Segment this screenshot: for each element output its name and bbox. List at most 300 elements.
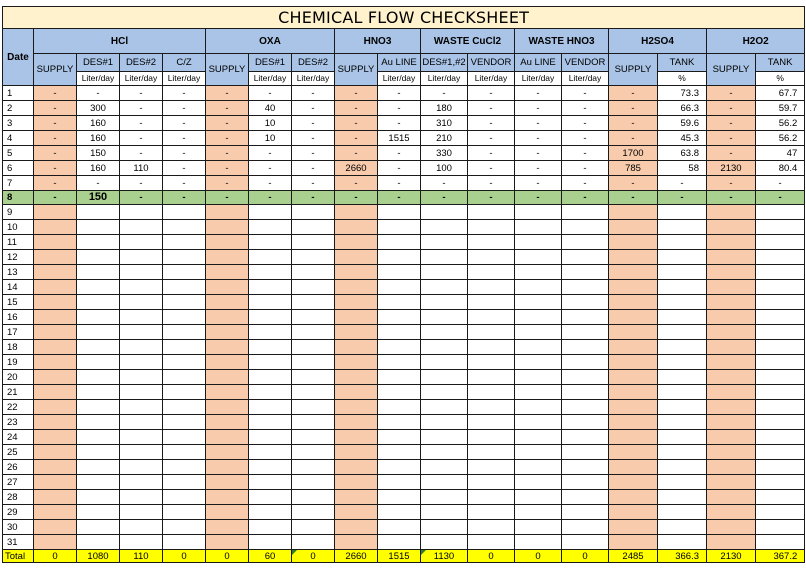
empty-cell[interactable] bbox=[249, 415, 292, 430]
empty-cell[interactable] bbox=[609, 400, 658, 415]
empty-cell[interactable] bbox=[34, 250, 77, 265]
empty-cell[interactable] bbox=[515, 385, 562, 400]
empty-cell[interactable] bbox=[707, 220, 756, 235]
empty-cell[interactable] bbox=[292, 430, 335, 445]
value-cell[interactable]: - bbox=[292, 161, 335, 176]
empty-cell[interactable] bbox=[515, 355, 562, 370]
date-cell[interactable]: 17 bbox=[3, 325, 34, 340]
empty-cell[interactable] bbox=[609, 535, 658, 550]
date-cell[interactable]: 3 bbox=[3, 116, 34, 131]
empty-cell[interactable] bbox=[378, 475, 421, 490]
empty-cell[interactable] bbox=[421, 250, 468, 265]
empty-cell[interactable] bbox=[658, 535, 707, 550]
empty-cell[interactable] bbox=[421, 235, 468, 250]
empty-cell[interactable] bbox=[292, 295, 335, 310]
empty-cell[interactable] bbox=[34, 445, 77, 460]
empty-cell[interactable] bbox=[515, 280, 562, 295]
empty-cell[interactable] bbox=[77, 310, 120, 325]
value-cell[interactable]: 300 bbox=[77, 101, 120, 116]
value-cell[interactable]: - bbox=[120, 146, 163, 161]
empty-cell[interactable] bbox=[163, 340, 206, 355]
empty-cell[interactable] bbox=[206, 520, 249, 535]
value-cell[interactable]: - bbox=[335, 101, 378, 116]
empty-cell[interactable] bbox=[292, 505, 335, 520]
empty-cell[interactable] bbox=[292, 415, 335, 430]
empty-cell[interactable] bbox=[120, 235, 163, 250]
empty-cell[interactable] bbox=[468, 235, 515, 250]
empty-cell[interactable] bbox=[468, 400, 515, 415]
value-cell[interactable]: 150 bbox=[77, 146, 120, 161]
empty-cell[interactable] bbox=[34, 340, 77, 355]
empty-cell[interactable] bbox=[120, 370, 163, 385]
empty-cell[interactable] bbox=[707, 325, 756, 340]
value-cell[interactable]: - bbox=[163, 131, 206, 146]
empty-cell[interactable] bbox=[335, 295, 378, 310]
value-cell[interactable]: 58 bbox=[658, 161, 707, 176]
value-cell[interactable]: - bbox=[378, 146, 421, 161]
empty-cell[interactable] bbox=[658, 400, 707, 415]
empty-cell[interactable] bbox=[249, 340, 292, 355]
empty-cell[interactable] bbox=[77, 355, 120, 370]
empty-cell[interactable] bbox=[658, 235, 707, 250]
empty-cell[interactable] bbox=[468, 385, 515, 400]
empty-cell[interactable] bbox=[335, 400, 378, 415]
date-cell[interactable]: 2 bbox=[3, 101, 34, 116]
empty-cell[interactable] bbox=[658, 280, 707, 295]
empty-cell[interactable] bbox=[249, 205, 292, 220]
empty-cell[interactable] bbox=[34, 205, 77, 220]
empty-cell[interactable] bbox=[562, 415, 609, 430]
value-cell[interactable]: 210 bbox=[421, 131, 468, 146]
empty-cell[interactable] bbox=[515, 475, 562, 490]
empty-cell[interactable] bbox=[658, 430, 707, 445]
date-cell[interactable]: 6 bbox=[3, 161, 34, 176]
value-cell[interactable]: - bbox=[206, 161, 249, 176]
empty-cell[interactable] bbox=[515, 370, 562, 385]
empty-cell[interactable] bbox=[562, 535, 609, 550]
empty-cell[interactable] bbox=[562, 205, 609, 220]
empty-cell[interactable] bbox=[163, 280, 206, 295]
empty-cell[interactable] bbox=[77, 325, 120, 340]
empty-cell[interactable] bbox=[249, 355, 292, 370]
value-cell[interactable]: - bbox=[206, 101, 249, 116]
value-cell[interactable]: - bbox=[292, 116, 335, 131]
value-cell[interactable]: - bbox=[249, 191, 292, 205]
empty-cell[interactable] bbox=[163, 385, 206, 400]
empty-cell[interactable] bbox=[756, 520, 805, 535]
value-cell[interactable]: 785 bbox=[609, 161, 658, 176]
empty-cell[interactable] bbox=[120, 520, 163, 535]
value-cell[interactable]: - bbox=[163, 116, 206, 131]
empty-cell[interactable] bbox=[421, 280, 468, 295]
empty-cell[interactable] bbox=[249, 370, 292, 385]
date-cell[interactable]: 15 bbox=[3, 295, 34, 310]
empty-cell[interactable] bbox=[756, 475, 805, 490]
value-cell[interactable]: 59.6 bbox=[658, 116, 707, 131]
value-cell[interactable]: - bbox=[292, 176, 335, 191]
value-cell[interactable]: - bbox=[658, 191, 707, 205]
value-cell[interactable]: - bbox=[421, 191, 468, 205]
empty-cell[interactable] bbox=[562, 235, 609, 250]
empty-cell[interactable] bbox=[658, 340, 707, 355]
empty-cell[interactable] bbox=[335, 445, 378, 460]
value-cell[interactable]: - bbox=[34, 116, 77, 131]
value-cell[interactable]: - bbox=[562, 146, 609, 161]
empty-cell[interactable] bbox=[206, 340, 249, 355]
value-cell[interactable]: - bbox=[206, 191, 249, 205]
empty-cell[interactable] bbox=[378, 385, 421, 400]
value-cell[interactable]: - bbox=[249, 161, 292, 176]
empty-cell[interactable] bbox=[562, 280, 609, 295]
empty-cell[interactable] bbox=[756, 355, 805, 370]
empty-cell[interactable] bbox=[77, 520, 120, 535]
empty-cell[interactable] bbox=[292, 220, 335, 235]
empty-cell[interactable] bbox=[421, 505, 468, 520]
empty-cell[interactable] bbox=[249, 400, 292, 415]
empty-cell[interactable] bbox=[34, 400, 77, 415]
date-cell[interactable]: 23 bbox=[3, 415, 34, 430]
date-cell[interactable]: 16 bbox=[3, 310, 34, 325]
value-cell[interactable]: - bbox=[163, 101, 206, 116]
value-cell[interactable]: - bbox=[378, 116, 421, 131]
empty-cell[interactable] bbox=[163, 295, 206, 310]
value-cell[interactable]: - bbox=[562, 161, 609, 176]
empty-cell[interactable] bbox=[609, 370, 658, 385]
empty-cell[interactable] bbox=[707, 370, 756, 385]
date-cell[interactable]: 18 bbox=[3, 340, 34, 355]
value-cell[interactable]: - bbox=[562, 116, 609, 131]
value-cell[interactable]: - bbox=[335, 86, 378, 101]
empty-cell[interactable] bbox=[468, 430, 515, 445]
empty-cell[interactable] bbox=[562, 385, 609, 400]
date-cell[interactable]: 14 bbox=[3, 280, 34, 295]
empty-cell[interactable] bbox=[120, 490, 163, 505]
empty-cell[interactable] bbox=[609, 280, 658, 295]
empty-cell[interactable] bbox=[249, 295, 292, 310]
empty-cell[interactable] bbox=[562, 325, 609, 340]
empty-cell[interactable] bbox=[515, 340, 562, 355]
empty-cell[interactable] bbox=[378, 445, 421, 460]
empty-cell[interactable] bbox=[707, 400, 756, 415]
empty-cell[interactable] bbox=[562, 475, 609, 490]
empty-cell[interactable] bbox=[335, 340, 378, 355]
empty-cell[interactable] bbox=[292, 385, 335, 400]
empty-cell[interactable] bbox=[77, 535, 120, 550]
value-cell[interactable]: - bbox=[468, 191, 515, 205]
value-cell[interactable]: - bbox=[120, 131, 163, 146]
value-cell[interactable]: - bbox=[609, 86, 658, 101]
empty-cell[interactable] bbox=[378, 460, 421, 475]
empty-cell[interactable] bbox=[77, 460, 120, 475]
empty-cell[interactable] bbox=[249, 265, 292, 280]
value-cell[interactable]: - bbox=[378, 161, 421, 176]
value-cell[interactable]: - bbox=[378, 191, 421, 205]
value-cell[interactable]: - bbox=[163, 191, 206, 205]
empty-cell[interactable] bbox=[515, 205, 562, 220]
empty-cell[interactable] bbox=[249, 220, 292, 235]
empty-cell[interactable] bbox=[206, 265, 249, 280]
empty-cell[interactable] bbox=[378, 280, 421, 295]
empty-cell[interactable] bbox=[378, 250, 421, 265]
empty-cell[interactable] bbox=[707, 295, 756, 310]
empty-cell[interactable] bbox=[249, 310, 292, 325]
date-cell[interactable]: 19 bbox=[3, 355, 34, 370]
empty-cell[interactable] bbox=[609, 445, 658, 460]
empty-cell[interactable] bbox=[292, 475, 335, 490]
empty-cell[interactable] bbox=[756, 325, 805, 340]
empty-cell[interactable] bbox=[292, 340, 335, 355]
value-cell[interactable]: - bbox=[609, 176, 658, 191]
empty-cell[interactable] bbox=[515, 505, 562, 520]
empty-cell[interactable] bbox=[658, 355, 707, 370]
empty-cell[interactable] bbox=[378, 355, 421, 370]
empty-cell[interactable] bbox=[378, 520, 421, 535]
empty-cell[interactable] bbox=[77, 445, 120, 460]
value-cell[interactable]: 67.7 bbox=[756, 86, 805, 101]
empty-cell[interactable] bbox=[77, 490, 120, 505]
empty-cell[interactable] bbox=[609, 205, 658, 220]
empty-cell[interactable] bbox=[421, 340, 468, 355]
empty-cell[interactable] bbox=[378, 235, 421, 250]
empty-cell[interactable] bbox=[206, 325, 249, 340]
empty-cell[interactable] bbox=[34, 280, 77, 295]
value-cell[interactable]: - bbox=[292, 101, 335, 116]
empty-cell[interactable] bbox=[756, 505, 805, 520]
value-cell[interactable]: 100 bbox=[421, 161, 468, 176]
empty-cell[interactable] bbox=[120, 340, 163, 355]
empty-cell[interactable] bbox=[77, 250, 120, 265]
empty-cell[interactable] bbox=[562, 355, 609, 370]
empty-cell[interactable] bbox=[468, 250, 515, 265]
empty-cell[interactable] bbox=[378, 265, 421, 280]
empty-cell[interactable] bbox=[163, 415, 206, 430]
value-cell[interactable]: 160 bbox=[77, 131, 120, 146]
value-cell[interactable]: - bbox=[468, 176, 515, 191]
empty-cell[interactable] bbox=[707, 265, 756, 280]
empty-cell[interactable] bbox=[562, 310, 609, 325]
empty-cell[interactable] bbox=[77, 235, 120, 250]
value-cell[interactable]: - bbox=[707, 116, 756, 131]
value-cell[interactable]: - bbox=[292, 146, 335, 161]
value-cell[interactable]: - bbox=[77, 176, 120, 191]
empty-cell[interactable] bbox=[515, 415, 562, 430]
empty-cell[interactable] bbox=[292, 370, 335, 385]
empty-cell[interactable] bbox=[421, 355, 468, 370]
value-cell[interactable]: - bbox=[515, 161, 562, 176]
empty-cell[interactable] bbox=[378, 295, 421, 310]
empty-cell[interactable] bbox=[163, 310, 206, 325]
empty-cell[interactable] bbox=[515, 430, 562, 445]
empty-cell[interactable] bbox=[206, 505, 249, 520]
value-cell[interactable]: - bbox=[707, 146, 756, 161]
empty-cell[interactable] bbox=[707, 340, 756, 355]
empty-cell[interactable] bbox=[163, 220, 206, 235]
empty-cell[interactable] bbox=[378, 535, 421, 550]
value-cell[interactable]: - bbox=[421, 176, 468, 191]
value-cell[interactable]: - bbox=[163, 86, 206, 101]
empty-cell[interactable] bbox=[609, 220, 658, 235]
value-cell[interactable]: - bbox=[562, 176, 609, 191]
date-cell[interactable]: 24 bbox=[3, 430, 34, 445]
value-cell[interactable]: - bbox=[468, 101, 515, 116]
empty-cell[interactable] bbox=[421, 430, 468, 445]
empty-cell[interactable] bbox=[707, 280, 756, 295]
value-cell[interactable]: - bbox=[335, 191, 378, 205]
value-cell[interactable]: - bbox=[562, 86, 609, 101]
empty-cell[interactable] bbox=[249, 325, 292, 340]
value-cell[interactable]: 40 bbox=[249, 101, 292, 116]
value-cell[interactable]: - bbox=[335, 131, 378, 146]
empty-cell[interactable] bbox=[34, 475, 77, 490]
date-cell[interactable]: 13 bbox=[3, 265, 34, 280]
empty-cell[interactable] bbox=[206, 490, 249, 505]
empty-cell[interactable] bbox=[120, 535, 163, 550]
value-cell[interactable]: 45.3 bbox=[658, 131, 707, 146]
empty-cell[interactable] bbox=[707, 535, 756, 550]
value-cell[interactable]: - bbox=[609, 191, 658, 205]
value-cell[interactable]: - bbox=[163, 146, 206, 161]
value-cell[interactable]: 59.7 bbox=[756, 101, 805, 116]
empty-cell[interactable] bbox=[658, 490, 707, 505]
value-cell[interactable]: - bbox=[468, 86, 515, 101]
empty-cell[interactable] bbox=[707, 505, 756, 520]
value-cell[interactable]: - bbox=[468, 131, 515, 146]
empty-cell[interactable] bbox=[120, 310, 163, 325]
empty-cell[interactable] bbox=[609, 460, 658, 475]
empty-cell[interactable] bbox=[120, 505, 163, 520]
empty-cell[interactable] bbox=[515, 235, 562, 250]
empty-cell[interactable] bbox=[34, 265, 77, 280]
empty-cell[interactable] bbox=[609, 355, 658, 370]
empty-cell[interactable] bbox=[609, 475, 658, 490]
empty-cell[interactable] bbox=[77, 370, 120, 385]
empty-cell[interactable] bbox=[163, 265, 206, 280]
value-cell[interactable]: - bbox=[120, 86, 163, 101]
empty-cell[interactable] bbox=[515, 460, 562, 475]
empty-cell[interactable] bbox=[34, 415, 77, 430]
empty-cell[interactable] bbox=[421, 445, 468, 460]
empty-cell[interactable] bbox=[77, 220, 120, 235]
empty-cell[interactable] bbox=[756, 310, 805, 325]
value-cell[interactable]: 47 bbox=[756, 146, 805, 161]
empty-cell[interactable] bbox=[658, 505, 707, 520]
empty-cell[interactable] bbox=[756, 295, 805, 310]
empty-cell[interactable] bbox=[77, 415, 120, 430]
empty-cell[interactable] bbox=[468, 505, 515, 520]
empty-cell[interactable] bbox=[120, 475, 163, 490]
empty-cell[interactable] bbox=[249, 505, 292, 520]
value-cell[interactable]: - bbox=[515, 131, 562, 146]
empty-cell[interactable] bbox=[421, 460, 468, 475]
value-cell[interactable]: - bbox=[206, 131, 249, 146]
value-cell[interactable]: - bbox=[249, 146, 292, 161]
empty-cell[interactable] bbox=[206, 205, 249, 220]
empty-cell[interactable] bbox=[609, 520, 658, 535]
date-cell[interactable]: 8 bbox=[3, 191, 34, 205]
empty-cell[interactable] bbox=[562, 250, 609, 265]
empty-cell[interactable] bbox=[34, 235, 77, 250]
value-cell[interactable]: - bbox=[120, 176, 163, 191]
empty-cell[interactable] bbox=[562, 265, 609, 280]
empty-cell[interactable] bbox=[609, 340, 658, 355]
empty-cell[interactable] bbox=[335, 310, 378, 325]
empty-cell[interactable] bbox=[335, 505, 378, 520]
empty-cell[interactable] bbox=[707, 235, 756, 250]
empty-cell[interactable] bbox=[120, 445, 163, 460]
value-cell[interactable]: 73.3 bbox=[658, 86, 707, 101]
empty-cell[interactable] bbox=[562, 445, 609, 460]
value-cell[interactable]: - bbox=[378, 101, 421, 116]
value-cell[interactable]: 160 bbox=[77, 116, 120, 131]
empty-cell[interactable] bbox=[756, 370, 805, 385]
value-cell[interactable]: - bbox=[34, 146, 77, 161]
empty-cell[interactable] bbox=[292, 355, 335, 370]
empty-cell[interactable] bbox=[515, 490, 562, 505]
empty-cell[interactable] bbox=[756, 460, 805, 475]
value-cell[interactable]: - bbox=[562, 101, 609, 116]
empty-cell[interactable] bbox=[335, 475, 378, 490]
empty-cell[interactable] bbox=[34, 430, 77, 445]
empty-cell[interactable] bbox=[249, 490, 292, 505]
empty-cell[interactable] bbox=[378, 205, 421, 220]
empty-cell[interactable] bbox=[609, 505, 658, 520]
empty-cell[interactable] bbox=[163, 235, 206, 250]
empty-cell[interactable] bbox=[335, 370, 378, 385]
empty-cell[interactable] bbox=[120, 400, 163, 415]
empty-cell[interactable] bbox=[378, 415, 421, 430]
value-cell[interactable]: 1515 bbox=[378, 131, 421, 146]
empty-cell[interactable] bbox=[468, 340, 515, 355]
value-cell[interactable]: - bbox=[707, 131, 756, 146]
empty-cell[interactable] bbox=[421, 265, 468, 280]
empty-cell[interactable] bbox=[206, 445, 249, 460]
empty-cell[interactable] bbox=[515, 295, 562, 310]
empty-cell[interactable] bbox=[756, 400, 805, 415]
empty-cell[interactable] bbox=[335, 205, 378, 220]
value-cell[interactable]: - bbox=[515, 116, 562, 131]
empty-cell[interactable] bbox=[756, 445, 805, 460]
empty-cell[interactable] bbox=[77, 295, 120, 310]
empty-cell[interactable] bbox=[120, 325, 163, 340]
empty-cell[interactable] bbox=[163, 370, 206, 385]
date-cell[interactable]: 1 bbox=[3, 86, 34, 101]
empty-cell[interactable] bbox=[249, 460, 292, 475]
value-cell[interactable]: 1700 bbox=[609, 146, 658, 161]
empty-cell[interactable] bbox=[658, 310, 707, 325]
empty-cell[interactable] bbox=[421, 385, 468, 400]
date-cell[interactable]: 25 bbox=[3, 445, 34, 460]
empty-cell[interactable] bbox=[292, 400, 335, 415]
empty-cell[interactable] bbox=[421, 370, 468, 385]
value-cell[interactable]: 2660 bbox=[335, 161, 378, 176]
empty-cell[interactable] bbox=[756, 280, 805, 295]
empty-cell[interactable] bbox=[707, 475, 756, 490]
empty-cell[interactable] bbox=[609, 310, 658, 325]
empty-cell[interactable] bbox=[34, 295, 77, 310]
date-cell[interactable]: 22 bbox=[3, 400, 34, 415]
empty-cell[interactable] bbox=[292, 205, 335, 220]
empty-cell[interactable] bbox=[378, 400, 421, 415]
empty-cell[interactable] bbox=[562, 370, 609, 385]
empty-cell[interactable] bbox=[34, 505, 77, 520]
value-cell[interactable]: 110 bbox=[120, 161, 163, 176]
empty-cell[interactable] bbox=[292, 490, 335, 505]
value-cell[interactable]: - bbox=[206, 176, 249, 191]
empty-cell[interactable] bbox=[707, 445, 756, 460]
empty-cell[interactable] bbox=[34, 310, 77, 325]
value-cell[interactable]: - bbox=[34, 101, 77, 116]
empty-cell[interactable] bbox=[335, 280, 378, 295]
